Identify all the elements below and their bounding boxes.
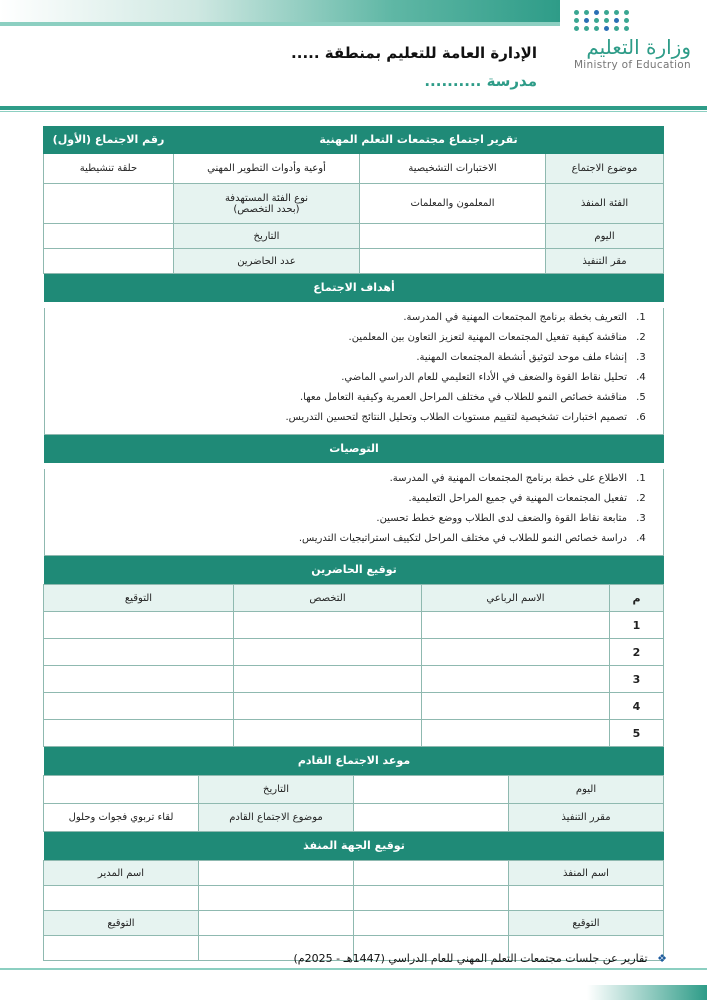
executor-name-label: اسم المنفذ [509, 861, 664, 886]
group-value: المعلمون والمعلمات [360, 184, 546, 224]
logo-arabic-text: وزارة التعليم [586, 35, 691, 59]
ministry-logo [566, 10, 691, 100]
col-spec-header: التخصص [234, 585, 422, 612]
next-venue-value[interactable] [354, 804, 509, 832]
goal-item: 2. مناقشة كيفية تفعيل المجتمعات المهنية لتعزيز التعاون بين المعلمين. [45, 328, 633, 348]
goal-item: 3. إنشاء ملف موحد لتوثيق أنشطة المجتمعات المهنية. [45, 348, 633, 368]
diamond-bullet-icon: ❖ [657, 952, 667, 965]
row-number: 4 [610, 693, 664, 720]
rec-item: 3. متابعة نقاط القوة والضعف لدى الطلاب ووضع خطط تحسين. [45, 509, 633, 529]
meeting-info-table [43, 126, 664, 274]
goal-item: 1. التعريف بخطة برنامج المجتمعات المهنية في المدرسة. [45, 308, 633, 328]
col-sign-header: التوقيع [44, 585, 234, 612]
venue-value[interactable] [360, 249, 546, 274]
row-number: 5 [610, 720, 664, 747]
col-name-header: الاسم الرباعي [422, 585, 610, 612]
rec-item: 2. تفعيل المجتمعات المهنية في جميع المراحل التعليمية. [45, 489, 633, 509]
sign-cell[interactable] [44, 720, 234, 747]
row-number: 3 [610, 666, 664, 693]
footer-note [294, 952, 667, 965]
manager-sign-value[interactable] [199, 911, 354, 936]
goals-box [44, 308, 664, 435]
next-meeting-title: موعد الاجتماع القادم [44, 747, 664, 775]
name-cell[interactable] [422, 639, 610, 666]
row-number: 1 [610, 612, 664, 639]
spec-cell[interactable] [234, 666, 422, 693]
rec-item: 1. الاطلاع على خطة برنامج المجتمعات المهنية في المدرسة. [45, 469, 633, 489]
blank-cell[interactable] [509, 886, 664, 911]
next-date-value[interactable] [44, 776, 199, 804]
venue-label: مقر التنفيذ [546, 249, 664, 274]
day-label: اليوم [546, 224, 664, 249]
school-name: مدرسة .......... [424, 72, 537, 90]
goals-list [45, 308, 663, 428]
spec-cell[interactable] [234, 639, 422, 666]
footer-text: تقارير عن جلسات مجتمعات التعلم المهني للعام الدراسي (1447هـ - 2025م) [293, 952, 648, 965]
header-divider-thin [0, 111, 707, 112]
date-label: التاريخ [173, 224, 359, 249]
header-divider [0, 106, 707, 110]
education-admin-title: الإدارة العامة للتعليم بمنطقة ..... [291, 44, 537, 62]
topic-label: موضوع الاجتماع [546, 154, 664, 184]
report-sheet [44, 126, 664, 961]
day-value[interactable] [360, 224, 546, 249]
report-title: تقرير اجتماع مجتمعات التعلم المهنية [173, 127, 663, 154]
row-number: 2 [610, 639, 664, 666]
attendance-table [43, 584, 664, 747]
footer-divider [0, 968, 707, 970]
target-note: (بحدد التخصص) [233, 203, 300, 215]
blank-cell[interactable] [354, 886, 509, 911]
col-no-header: م [610, 585, 664, 612]
attendance-title: توقيع الحاضرين [44, 556, 664, 584]
top-decor-band [0, 0, 560, 22]
next-topic-value: لقاء تربوي فجوات وحلول [44, 804, 199, 832]
next-date-label: التاريخ [199, 776, 354, 804]
next-meeting-table [43, 775, 664, 832]
rec-item: 4. دراسة خصائص النمو للطلاب في مختلف المراحل لتكييف استراتيجيات التدريس. [45, 529, 633, 549]
executor-sign-value[interactable] [354, 911, 509, 936]
goals-title: أهداف الاجتماع [44, 274, 664, 302]
recs-box [44, 469, 664, 556]
spec-cell[interactable] [234, 612, 422, 639]
name-cell[interactable] [422, 693, 610, 720]
top-decor-line [0, 22, 560, 26]
executor-name-value[interactable] [354, 861, 509, 886]
bottom-decor-band [587, 985, 707, 1000]
sign-cell[interactable] [44, 693, 234, 720]
blank-cell[interactable] [199, 886, 354, 911]
blank-cell[interactable] [44, 936, 199, 961]
attendees-label: عدد الحاضرين [173, 249, 359, 274]
next-day-value[interactable] [354, 776, 509, 804]
next-day-label: اليوم [509, 776, 664, 804]
attendees-value[interactable] [43, 249, 173, 274]
name-cell[interactable] [422, 720, 610, 747]
manager-sign-label: التوقيع [44, 911, 199, 936]
manager-name-label: اسم المدير [44, 861, 199, 886]
topic-value: الاختبارات التشخيصية [360, 154, 546, 184]
manager-name-value[interactable] [199, 861, 354, 886]
exec-title: توقيع الجهة المنفذ [44, 832, 664, 860]
sign-cell[interactable] [44, 612, 234, 639]
date-value[interactable] [43, 224, 173, 249]
goal-item: 5. مناقشة خصائص النمو للطلاب في مختلف المراحل العمرية وكيفية التعامل معها. [45, 388, 633, 408]
goal-item: 6. تصميم اختبارات تشخيصية لتقييم مستويات الطلاب وتحليل النتائج لتحسين التدريس. [45, 408, 633, 428]
logo-dots-icon [574, 10, 691, 31]
name-cell[interactable] [422, 612, 610, 639]
spec-cell[interactable] [234, 693, 422, 720]
blank-cell[interactable] [44, 886, 199, 911]
next-topic-label: موضوع الاجتماع القادم [199, 804, 354, 832]
target-label: نوع الفئة المستهدفة [224, 192, 309, 204]
next-venue-label: مقرر التنفيذ [509, 804, 664, 832]
meeting-number: رقم الاجتماع (الأول) [43, 127, 173, 154]
topic-value-3: حلقة تنشيطية [43, 154, 173, 184]
target-value[interactable] [43, 184, 173, 224]
logo-english-text: Ministry of Education [573, 59, 691, 71]
executor-sign-label: التوقيع [509, 911, 664, 936]
target-cell [173, 184, 359, 224]
recs-list [45, 469, 663, 549]
group-label: الفئة المنفذ [546, 184, 664, 224]
topic-value-2: أوعية وأدوات التطوير المهني [173, 154, 359, 184]
sign-cell[interactable] [44, 639, 234, 666]
recs-title: التوصيات [44, 435, 664, 463]
goal-item: 4. تحليل نقاط القوة والضعف في الأداء التعليمي للعام الدراسي الماضي. [45, 368, 633, 388]
spec-cell[interactable] [234, 720, 422, 747]
sign-cell[interactable] [44, 666, 234, 693]
name-cell[interactable] [422, 666, 610, 693]
exec-signature-table [43, 860, 664, 961]
